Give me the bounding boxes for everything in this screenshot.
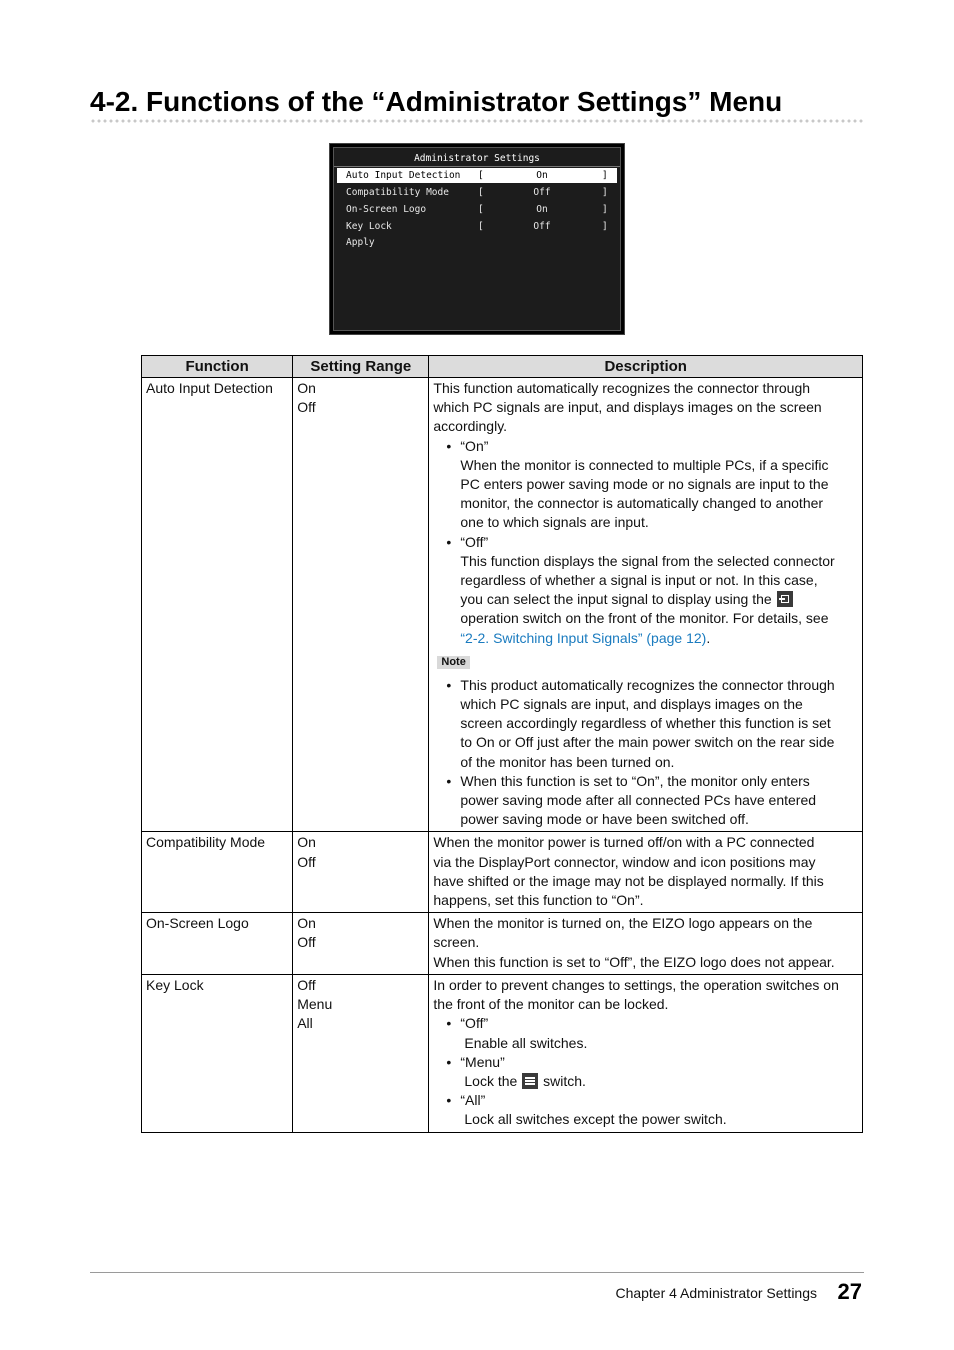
desc-line: monitor, the connector is automatically changed to another xyxy=(460,495,824,512)
bullet-item-off xyxy=(433,533,858,552)
bullet-item-menu xyxy=(433,1053,858,1072)
note-bullet-1 xyxy=(433,676,858,695)
bullet-dot: • xyxy=(446,533,452,550)
desc-text: switch. xyxy=(543,1072,586,1089)
desc-line-with-link xyxy=(433,629,858,648)
osd-bracket-close: ] xyxy=(602,187,608,198)
osd-bracket-open: [ xyxy=(478,221,484,232)
footer-rule xyxy=(90,1272,864,1273)
desc-line: screen accordingly regardless of whether this function is set xyxy=(460,715,831,732)
osd-bracket-close: ] xyxy=(602,170,608,181)
bullet-label: “On” xyxy=(460,437,489,454)
desc-line: accordingly. xyxy=(433,418,508,435)
osd-row-value: Off xyxy=(533,187,551,198)
note-container xyxy=(433,648,858,676)
osd-row-key-lock xyxy=(337,219,617,234)
desc-line: Lock all switches except the power switch. xyxy=(464,1111,727,1128)
desc-line: which PC signals are input, and displays images on the xyxy=(460,696,803,713)
table-row-on-screen-logo xyxy=(142,913,863,975)
osd-menu-title: Administrator Settings xyxy=(334,152,620,167)
range-option: Off xyxy=(297,853,316,870)
osd-row-on-screen-logo xyxy=(337,202,617,217)
osd-bracket-open: [ xyxy=(478,170,484,181)
desc-line: the front of the monitor can be locked. xyxy=(433,996,669,1013)
switching-input-signals-link[interactable]: “2-2. Switching Input Signals” (page 12) xyxy=(460,629,707,646)
desc-text: you can select the input signal to display using the xyxy=(460,591,772,608)
osd-bracket-close: ] xyxy=(602,204,608,215)
description-cell xyxy=(429,832,863,913)
desc-text: . xyxy=(706,629,711,646)
desc-line: power saving mode after all connected PCs have entered xyxy=(460,792,817,809)
function-cell: On-Screen Logo xyxy=(142,913,293,975)
description-cell xyxy=(429,913,863,975)
range-option: Off xyxy=(297,399,316,416)
bullet-item-off xyxy=(433,1014,858,1033)
header-setting-range: Setting Range xyxy=(293,356,429,378)
osd-row-value: On xyxy=(536,204,548,215)
desc-text: This product automatically recognizes the connector through xyxy=(460,676,835,693)
bullet-dot: • xyxy=(446,676,452,693)
osd-bracket-close: ] xyxy=(602,221,608,232)
desc-line: via the DisplayPort connector, window and icon positions may xyxy=(433,853,816,870)
osd-row-value: Off xyxy=(533,221,551,232)
header-function: Function xyxy=(142,356,293,378)
desc-text: When this function is set to “On”, the monitor only enters xyxy=(460,772,810,789)
range-option: Off xyxy=(297,934,316,951)
bullet-dot: • xyxy=(446,1092,452,1109)
desc-line: have shifted or the image may not be displayed normally. If this xyxy=(433,872,824,889)
range-option: On xyxy=(297,834,316,851)
bullet-item-on xyxy=(433,437,858,456)
table-header-row xyxy=(142,356,863,378)
osd-menu-screenshot xyxy=(329,143,625,335)
osd-row-label: Apply xyxy=(346,237,375,248)
description-cell xyxy=(429,378,863,832)
function-cell: Auto Input Detection xyxy=(142,378,293,832)
title-dotted-rule xyxy=(90,119,864,123)
function-cell: Key Lock xyxy=(142,974,293,1132)
setting-range-cell xyxy=(293,913,429,975)
desc-line: In order to prevent changes to settings, the operation switches on xyxy=(433,976,839,993)
note-badge: Note xyxy=(437,656,469,669)
desc-line: When the monitor is connected to multiple PCs, if a specific xyxy=(460,456,829,473)
desc-line: power saving mode or have been switched off. xyxy=(460,811,749,828)
range-option: All xyxy=(297,1015,313,1032)
desc-line: When this function is set to “Off”, the EIZO logo does not appear. xyxy=(433,953,835,970)
desc-line: to On or Off just after the main power switch on the rear side xyxy=(460,734,835,751)
desc-text: Lock the xyxy=(464,1072,518,1089)
function-cell: Compatibility Mode xyxy=(142,832,293,913)
table-row-auto-input-detection xyxy=(142,378,863,832)
table-row-compatibility-mode xyxy=(142,832,863,913)
osd-row-label: Compatibility Mode xyxy=(346,187,449,198)
osd-row-auto-input xyxy=(337,168,617,183)
setting-range-cell xyxy=(293,832,429,913)
range-option: Off xyxy=(297,976,316,993)
desc-line: Enable all switches. xyxy=(464,1034,588,1051)
page-number: 27 xyxy=(837,1279,862,1304)
osd-row-value: On xyxy=(536,170,548,181)
range-option: Menu xyxy=(297,996,333,1013)
osd-bracket-open: [ xyxy=(478,187,484,198)
desc-line: of the monitor has been turned on. xyxy=(460,753,675,770)
bullet-dot: • xyxy=(446,1015,452,1032)
osd-row-label: Key Lock xyxy=(346,221,392,232)
desc-line: regardless of whether a signal is input or not. In this case, xyxy=(460,572,818,589)
description-cell xyxy=(429,974,863,1132)
osd-menu-frame xyxy=(333,147,621,331)
desc-line: which PC signals are input, and displays images on the screen xyxy=(433,399,822,416)
bullet-label: “Menu” xyxy=(460,1053,505,1070)
desc-line: When the monitor is turned on, the EIZO logo appears on the xyxy=(433,915,813,932)
desc-line: happens, set this function to “On”. xyxy=(433,892,644,909)
bullet-label: “Off” xyxy=(460,533,489,550)
range-option: On xyxy=(297,380,316,396)
desc-line: When the monitor power is turned off/on with a PC connected xyxy=(433,834,815,851)
desc-line: operation switch on the front of the monitor. For details, see xyxy=(460,610,829,627)
range-option: On xyxy=(297,915,316,932)
bullet-dot: • xyxy=(446,1053,452,1070)
osd-row-apply xyxy=(337,235,617,250)
desc-line: one to which signals are input. xyxy=(460,514,649,531)
desc-line: screen. xyxy=(433,934,480,951)
bullet-label: “Off” xyxy=(460,1015,489,1032)
note-bullet-2 xyxy=(433,772,858,791)
desc-line-with-icon xyxy=(433,590,858,609)
osd-row-label: On-Screen Logo xyxy=(346,204,427,215)
desc-line: This function automatically recognizes the connector through xyxy=(433,380,811,396)
osd-row-label: Auto Input Detection xyxy=(346,170,461,181)
desc-line: PC enters power saving mode or no signals are input to the xyxy=(460,476,829,493)
setting-range-cell xyxy=(293,378,429,832)
footer-chapter: Chapter 4 Administrator Settings xyxy=(615,1285,817,1301)
setting-range-cell xyxy=(293,974,429,1132)
header-description: Description xyxy=(429,356,863,378)
menu-icon xyxy=(522,1073,538,1089)
bullet-label: “All” xyxy=(460,1092,486,1109)
bullet-dot: • xyxy=(446,437,452,454)
input-switch-icon xyxy=(777,591,793,607)
bullet-dot: • xyxy=(446,772,452,789)
desc-line: This function displays the signal from the selected connector xyxy=(460,552,835,569)
table-row-key-lock xyxy=(142,974,863,1132)
bullet-item-all xyxy=(433,1091,858,1110)
osd-row-compatibility xyxy=(337,185,617,200)
functions-table xyxy=(141,355,863,1133)
desc-line-with-icon xyxy=(433,1072,858,1091)
page-title: 4-2. Functions of the “Administrator Settings” Menu xyxy=(90,86,783,117)
osd-bracket-open: [ xyxy=(478,204,484,215)
